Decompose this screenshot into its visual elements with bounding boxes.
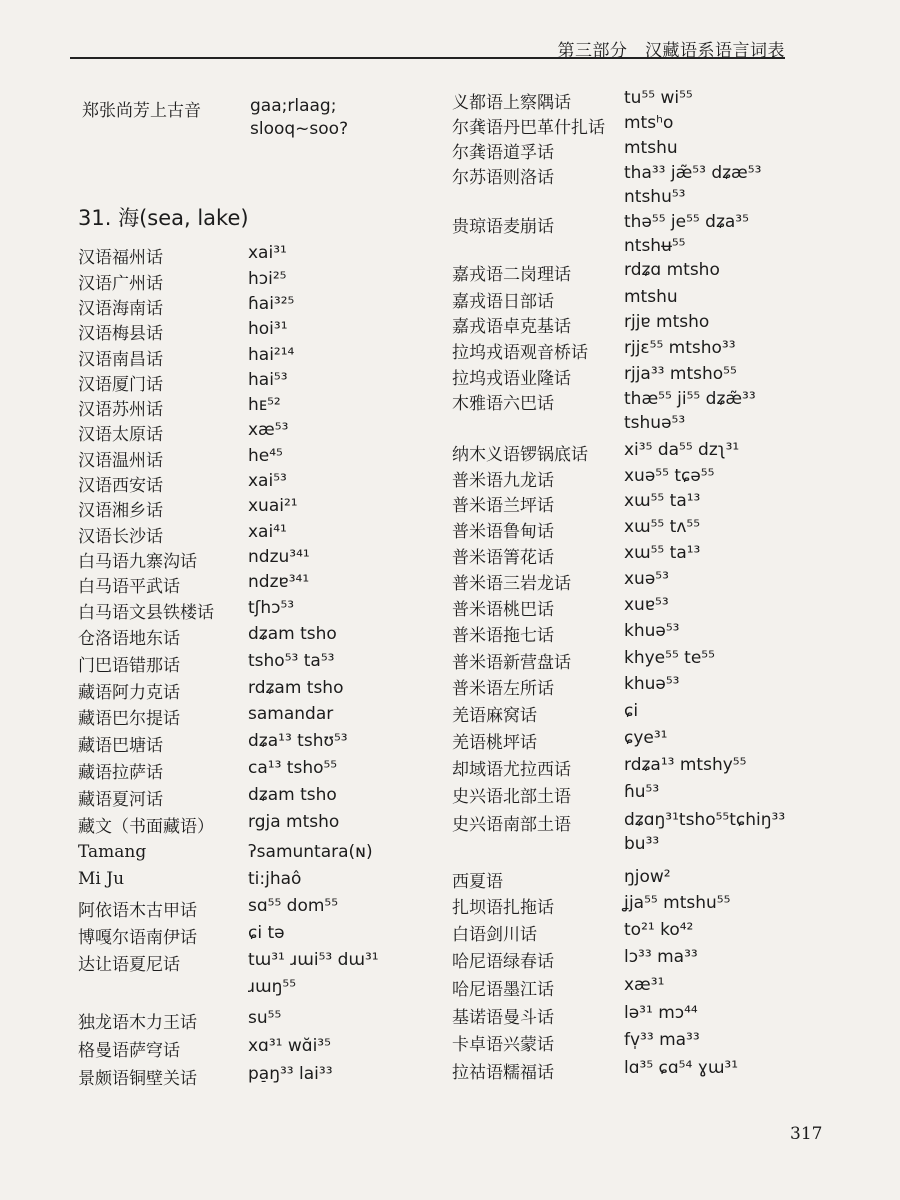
entry-label: 史兴语北部土语: [452, 787, 571, 807]
entry-label: 藏语夏河话: [78, 790, 163, 810]
header-rule: [70, 57, 785, 59]
entry-form: xɑ³¹ wɑ̆i³⁵: [248, 1036, 331, 1056]
section-title: 31. 海(sea, lake): [78, 206, 249, 230]
entry-label: 阿依语木古甲话: [78, 901, 197, 921]
entry-form: thæ⁵⁵ ji⁵⁵ dʑæ̃³³: [624, 389, 756, 409]
entry-label: 汉语太原话: [78, 425, 163, 445]
entry-form: xai⁵³: [248, 471, 287, 491]
entry-label: 拉坞戎语观音桥话: [452, 343, 588, 363]
entry-form: dʑam tsho: [248, 785, 337, 805]
entry-form-continuation: bu³³: [624, 834, 660, 854]
entry-label: 卡卓语兴蒙话: [452, 1035, 554, 1055]
entry-form: rjja³³ mtsho⁵⁵: [624, 364, 737, 384]
entry-label: 藏语拉萨话: [78, 763, 163, 783]
entry-form: ca¹³ tsho⁵⁵: [248, 758, 338, 778]
entry-label: 汉语南昌话: [78, 350, 163, 370]
entry-label: 哈尼语墨江话: [452, 980, 554, 1000]
entry-form: xɯ⁵⁵ ta¹³: [624, 543, 701, 563]
entry-form: tɯ³¹ ɹɯi⁵³ dɯ³¹: [248, 950, 379, 970]
entry-label: 普米语九龙话: [452, 471, 554, 491]
entry-label: 嘉戎语日部话: [452, 292, 554, 312]
entry-label: 木雅语六巴话: [452, 394, 554, 414]
entry-label: 尔苏语则洛话: [452, 168, 554, 188]
entry-label: 基诺语曼斗话: [452, 1008, 554, 1028]
entry-label: 普米语拖七话: [452, 626, 554, 646]
entry-form: mtshu: [624, 287, 678, 307]
entry-form: xæ⁵³: [248, 420, 289, 440]
entry-label: 白马语平武话: [78, 577, 180, 597]
entry-form: rdʑa¹³ mtshy⁵⁵: [624, 755, 747, 775]
entry-form: xɯ⁵⁵ ta¹³: [624, 491, 701, 511]
entry-form: ʝja⁵⁵ mtshu⁵⁵: [624, 893, 731, 913]
entry-label: 尔龚语道孚话: [452, 143, 554, 163]
entry-form: xuɐ⁵³: [624, 595, 669, 615]
entry-label: 普米语左所话: [452, 679, 554, 699]
entry-label: 义都语上察隅话: [452, 93, 571, 113]
entry-form: thə⁵⁵ je⁵⁵ dʑa³⁵: [624, 212, 749, 232]
running-title: 第三部分 汉藏语系语言词表: [557, 41, 785, 61]
entry-label: 西夏语: [452, 872, 503, 892]
entry-label: 门巴语错那话: [78, 656, 180, 676]
entry-label: 普米语新营盘话: [452, 653, 571, 673]
entry-label: 汉语福州话: [78, 248, 163, 268]
entry-label: 拉坞戎语业隆话: [452, 369, 571, 389]
entry-form: khuə⁵³: [624, 621, 680, 641]
entry-form: samandar: [248, 704, 334, 724]
entry-form: tsho⁵³ ta⁵³: [248, 651, 335, 671]
entry-label: 汉语湘乡话: [78, 501, 163, 521]
entry-form: xæ³¹: [624, 975, 665, 995]
entry-form: hai⁵³: [248, 370, 288, 390]
page-number: 317: [790, 1124, 823, 1144]
entry-form: ndzu³⁴¹: [248, 547, 310, 567]
entry-label: 汉语梅县话: [78, 324, 163, 344]
entry-form: rjjɐ mtsho: [624, 312, 710, 332]
entry-form: dʑa¹³ tshʊ⁵³: [248, 731, 348, 751]
entry-form: xai⁴¹: [248, 522, 287, 542]
entry-form: tu⁵⁵ wi⁵⁵: [624, 88, 693, 108]
entry-label: 贵琼语麦崩话: [452, 217, 554, 237]
entry-label: 藏文（书面藏语）: [78, 817, 214, 837]
entry-form: fv̩³³ ma³³: [624, 1030, 700, 1050]
entry-form: xi³⁵ da⁵⁵ dzʅ³¹: [624, 440, 740, 460]
entry-form: hai²¹⁴: [248, 345, 295, 365]
intro-form-line1: gaa;rlaag;: [250, 96, 337, 116]
entry-label: 博嘎尔语南伊话: [78, 928, 197, 948]
entry-form: pa̠ŋ³³ lai³³: [248, 1064, 333, 1084]
entry-form: hoi³¹: [248, 319, 288, 339]
entry-label: 羌语麻窝话: [452, 706, 537, 726]
entry-label: 普米语鲁甸话: [452, 522, 554, 542]
entry-label: 独龙语木力王话: [78, 1013, 197, 1033]
entry-label: Mi Ju: [78, 869, 125, 889]
intro-form-line2: slooq~soo?: [250, 119, 349, 139]
entry-label: 达让语夏尼话: [78, 955, 180, 975]
entry-label: 汉语广州话: [78, 274, 163, 294]
entry-form: xɯ⁵⁵ tʌ⁵⁵: [624, 517, 701, 537]
entry-label: 史兴语南部土语: [452, 815, 571, 835]
entry-form: tʃhɔ⁵³: [248, 598, 295, 618]
entry-form: mtshu: [624, 138, 678, 158]
entry-label: 汉语厦门话: [78, 375, 163, 395]
entry-form: xuə⁵³: [624, 569, 669, 589]
entry-form: rdʑɑ mtsho: [624, 260, 720, 280]
entry-label: 拉祜语糯福话: [452, 1063, 554, 1083]
entry-label: 藏语阿力克话: [78, 683, 180, 703]
entry-form: ɕi tə: [248, 923, 285, 943]
entry-form: rjjɛ⁵⁵ mtsho³³: [624, 338, 736, 358]
entry-label: 普米语箐花话: [452, 548, 554, 568]
entry-form: tha³³ jæ̃⁵³ dʑæ⁵³: [624, 163, 762, 183]
entry-form: hᴇ⁵²: [248, 395, 281, 415]
entry-form: rdʑam tsho: [248, 678, 344, 698]
intro-label: 郑张尚芳上古音: [82, 101, 201, 121]
entry-label: 扎坝语扎拖话: [452, 898, 554, 918]
entry-form: ɕye³¹: [624, 728, 668, 748]
entry-label: 汉语温州话: [78, 451, 163, 471]
entry-form-continuation: ɹɯŋ⁵⁵: [248, 977, 297, 997]
entry-form: dʑam tsho: [248, 624, 337, 644]
entry-form: lɔ³³ ma³³: [624, 947, 698, 967]
entry-form-continuation: ntshʉ⁵⁵: [624, 236, 686, 256]
entry-form: xuə⁵⁵ tɕə⁵⁵: [624, 466, 715, 486]
entry-label: 藏语巴尔提话: [78, 709, 180, 729]
entry-label: 景颇语铜壁关话: [78, 1069, 197, 1089]
entry-label: 却域语尤拉西话: [452, 760, 571, 780]
entry-label: 格曼语萨穹话: [78, 1041, 180, 1061]
page-header: [0, 0, 900, 62]
entry-form: lə³¹ mɔ⁴⁴: [624, 1003, 698, 1023]
entry-form: ŋjow²: [624, 867, 671, 887]
entry-label: Tamang: [78, 842, 147, 862]
entry-form: ɦai³²⁵: [248, 294, 295, 314]
entry-label: 汉语苏州话: [78, 400, 163, 420]
entry-form: ndzɐ³⁴¹: [248, 572, 310, 592]
entry-form: sɑ⁵⁵ dom⁵⁵: [248, 896, 339, 916]
entry-label: 普米语桃巴话: [452, 600, 554, 620]
entry-form: he⁴⁵: [248, 446, 283, 466]
entry-form: rgja mtsho: [248, 812, 340, 832]
entry-label: 白马语九寨沟话: [78, 552, 197, 572]
entry-form: khye⁵⁵ te⁵⁵: [624, 648, 715, 668]
entry-label: 仓洛语地东话: [78, 629, 180, 649]
entry-form: to²¹ ko⁴²: [624, 920, 694, 940]
entry-label: 藏语巴塘话: [78, 736, 163, 756]
entry-form-continuation: tshuə⁵³: [624, 413, 686, 433]
entry-form: mtsʰo: [624, 113, 674, 133]
entry-form: xuai²¹: [248, 496, 298, 516]
entry-form: su⁵⁵: [248, 1008, 282, 1028]
entry-label: 尔龚语丹巴革什扎话: [452, 118, 605, 138]
entry-label: 普米语兰坪话: [452, 496, 554, 516]
entry-label: 汉语海南话: [78, 299, 163, 319]
entry-form: khuə⁵³: [624, 674, 680, 694]
entry-form: hɔi²⁵: [248, 269, 287, 289]
entry-label: 白马语文县铁楼话: [78, 603, 214, 623]
entry-label: 汉语西安话: [78, 476, 163, 496]
entry-label: 羌语桃坪话: [452, 733, 537, 753]
entry-label: 汉语长沙话: [78, 527, 163, 547]
entry-label: 嘉戎语卓克基话: [452, 317, 571, 337]
entry-form: ʔsamuntara(ɴ): [248, 842, 373, 862]
entry-label: 普米语三岩龙话: [452, 574, 571, 594]
entry-label: 哈尼语绿春话: [452, 952, 554, 972]
entry-form: dʑɑŋ³¹tsho⁵⁵tɕhiŋ³³: [624, 810, 786, 830]
entry-form: ɕi: [624, 701, 639, 721]
entry-form: xai³¹: [248, 243, 287, 263]
entry-form-continuation: ntshu⁵³: [624, 187, 686, 207]
entry-label: 纳木义语锣锅底话: [452, 445, 588, 465]
entry-form: lɑ³⁵ ɕɑ⁵⁴ ɣɯ³¹: [624, 1058, 739, 1078]
entry-form: ti:jhaô: [248, 869, 302, 889]
entry-form: ɦu⁵³: [624, 782, 660, 802]
entry-label: 白语剑川话: [452, 925, 537, 945]
entry-label: 嘉戎语二岗理话: [452, 265, 571, 285]
